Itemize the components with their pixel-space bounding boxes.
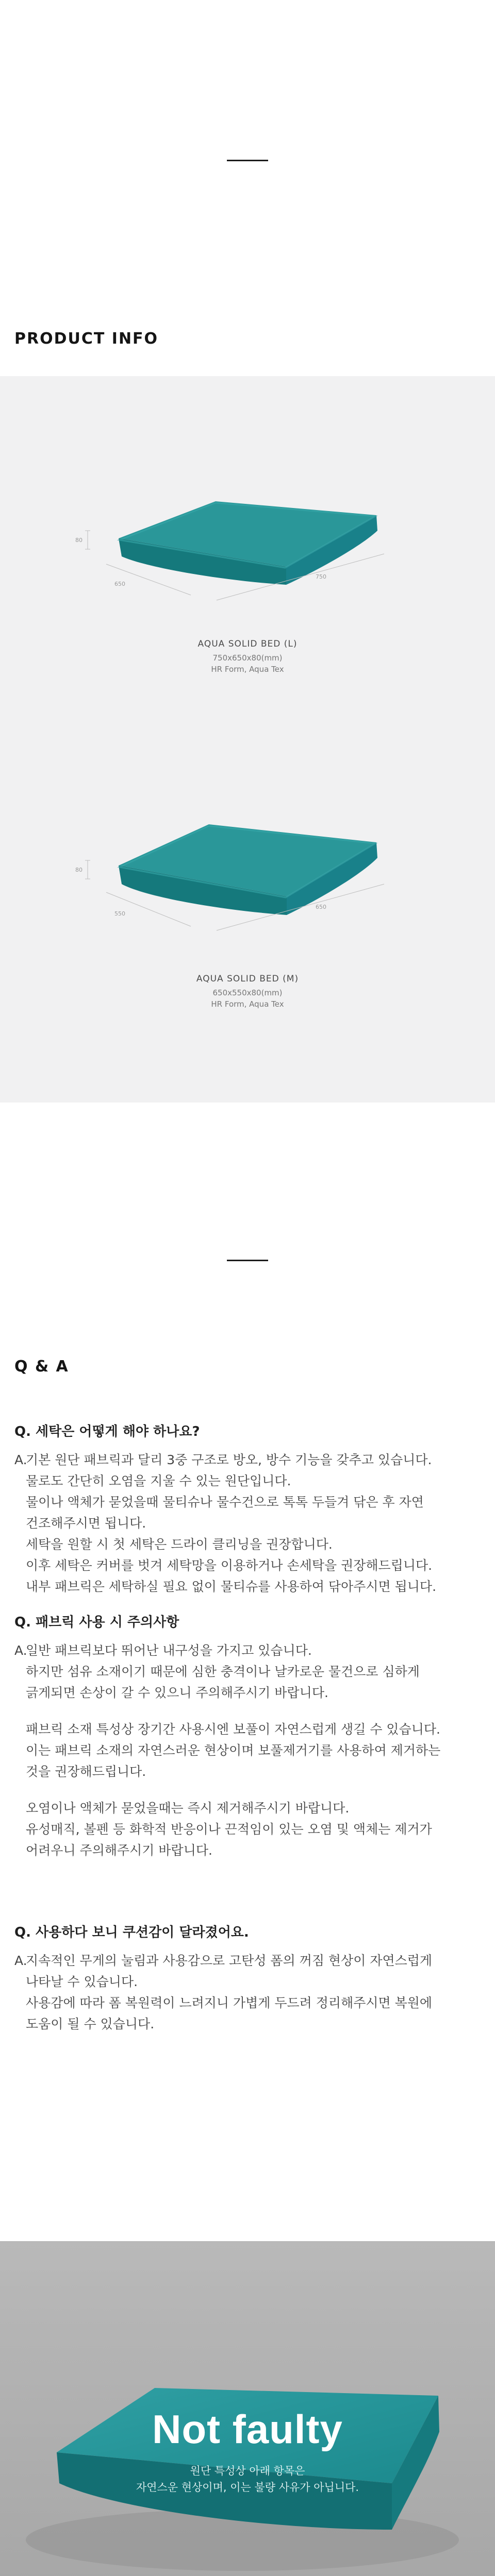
product-material: HR Form, Aqua Tex xyxy=(211,665,284,674)
answer-line: 이후 세탁은 커버를 벗겨 세탁망을 이용하거나 손세탁을 권장해드립니다. xyxy=(26,1558,433,1573)
answer-line: 기본 원단 패브릭과 달리 3중 구조로 방오, 방수 기능을 갖추고 있습니다. xyxy=(26,1452,432,1467)
top-divider xyxy=(227,160,268,161)
cushion-illustration xyxy=(0,793,495,969)
answer-line: 사용감에 따라 폼 복원력이 느려지니 가볍게 두드려 정리해주시면 복원에 xyxy=(26,1995,433,2010)
cushion-illustration xyxy=(0,453,495,629)
qa-question: Q. 패브릭 사용 시 주의사항 xyxy=(14,1615,179,1630)
not-faulty-line-1: 원단 특성상 아래 항목은 xyxy=(190,2465,305,2477)
qa-title: Q & A xyxy=(14,1358,69,1376)
answer-line: 어려우니 주의해주시기 바랍니다. xyxy=(26,1843,212,1858)
product-name: AQUA SOLID BED (L) xyxy=(197,639,298,649)
dim-width: 750 xyxy=(316,573,326,580)
qa-item xyxy=(14,1421,481,1597)
product-caption xyxy=(0,639,495,674)
dim-width: 650 xyxy=(316,904,326,910)
answer-line: 지속적인 무게의 눌림과 사용감으로 고탄성 폼의 꺼짐 현상이 자연스럽게 xyxy=(26,1953,433,1968)
cushion-shape xyxy=(119,824,377,915)
answer-line: 내부 패브릭은 세탁하실 필요 없이 물티슈를 사용하여 닦아주시면 됩니다. xyxy=(26,1579,437,1594)
product-material: HR Form, Aqua Tex xyxy=(211,999,284,1009)
answer-line: 나타날 수 있습니다. xyxy=(26,1974,138,1989)
answer-lines xyxy=(26,1950,481,2035)
dim-depth: 550 xyxy=(114,910,125,917)
not-faulty-line-2: 자연스운 현상이며, 이는 불량 사유가 아닙니다. xyxy=(136,2481,359,2494)
not-faulty-photo xyxy=(0,2241,495,2576)
answer-line: 도움이 될 수 있습니다. xyxy=(26,2016,155,2031)
answer-lines xyxy=(26,1449,481,1597)
dim-height: 80 xyxy=(75,537,82,544)
answer-line: 것을 권장해드립니다. xyxy=(26,1764,146,1779)
answer-line: 유성매직, 볼펜 등 화학적 반응이나 끈적임이 있는 오염 및 액체는 제거가 xyxy=(26,1822,432,1837)
qa-answer xyxy=(14,1449,481,1597)
answer-line: 패브릭 소재 특성상 장기간 사용시엔 보풀이 자연스럽게 생길 수 있습니다. xyxy=(26,1722,440,1737)
qa-answer xyxy=(14,1640,481,1861)
product-name: AQUA SOLID BED (M) xyxy=(196,974,299,984)
dim-height: 80 xyxy=(75,867,82,873)
product-caption xyxy=(0,974,495,1009)
qa-question: Q. 세탁은 어떻게 해야 하나요? xyxy=(14,1424,200,1439)
answer-lines xyxy=(26,1640,481,1861)
answer-line: 일반 패브릭보다 뛰어난 내구성을 가지고 있습니다. xyxy=(26,1643,312,1658)
middle-divider xyxy=(227,1260,268,1261)
product-info-panel xyxy=(0,376,495,1103)
answer-prefix: A. xyxy=(14,1452,27,1467)
qa-question: Q. 사용하다 보니 쿠션감이 달라졌어요. xyxy=(14,1925,249,1940)
qa-item xyxy=(14,1612,481,1861)
answer-line: 건조해주시면 됩니다. xyxy=(26,1516,146,1531)
answer-prefix: A. xyxy=(14,1643,27,1658)
answer-line: 물이나 액체가 묻었을때 물티슈나 물수건으로 톡톡 두들겨 닦은 후 자연 xyxy=(26,1495,424,1510)
not-faulty-title: Not faulty xyxy=(152,2406,343,2452)
answer-line: 긁게되면 손상이 갈 수 있으니 주의해주시기 바랍니다. xyxy=(26,1685,328,1700)
answer-line: 세탁을 원할 시 첫 세탁은 드라이 클리닝을 권장합니다. xyxy=(26,1537,333,1552)
answer-line: 이는 패브릭 소재의 자연스러운 현상이며 보풀제거기를 사용하여 제거하는 xyxy=(26,1743,441,1758)
answer-prefix: A. xyxy=(14,1953,27,1968)
dim-depth: 650 xyxy=(114,581,125,587)
answer-line: 오염이나 액체가 묻었을때는 즉시 제거해주시기 바랍니다. xyxy=(26,1801,350,1816)
qa-item xyxy=(14,1922,481,2035)
qa-answer xyxy=(14,1950,481,2035)
product-size: 650x550x80(mm) xyxy=(212,988,283,997)
answer-line: 물로도 간단히 오염을 지울 수 있는 원단입니다. xyxy=(26,1473,291,1488)
product-size: 750x650x80(mm) xyxy=(212,653,283,663)
cushion-shape xyxy=(119,501,377,585)
product-info-title: PRODUCT INFO xyxy=(14,330,159,348)
answer-line: 하지만 섬유 소재이기 때문에 심한 충격이나 날카로운 물건으로 심하게 xyxy=(26,1664,420,1679)
